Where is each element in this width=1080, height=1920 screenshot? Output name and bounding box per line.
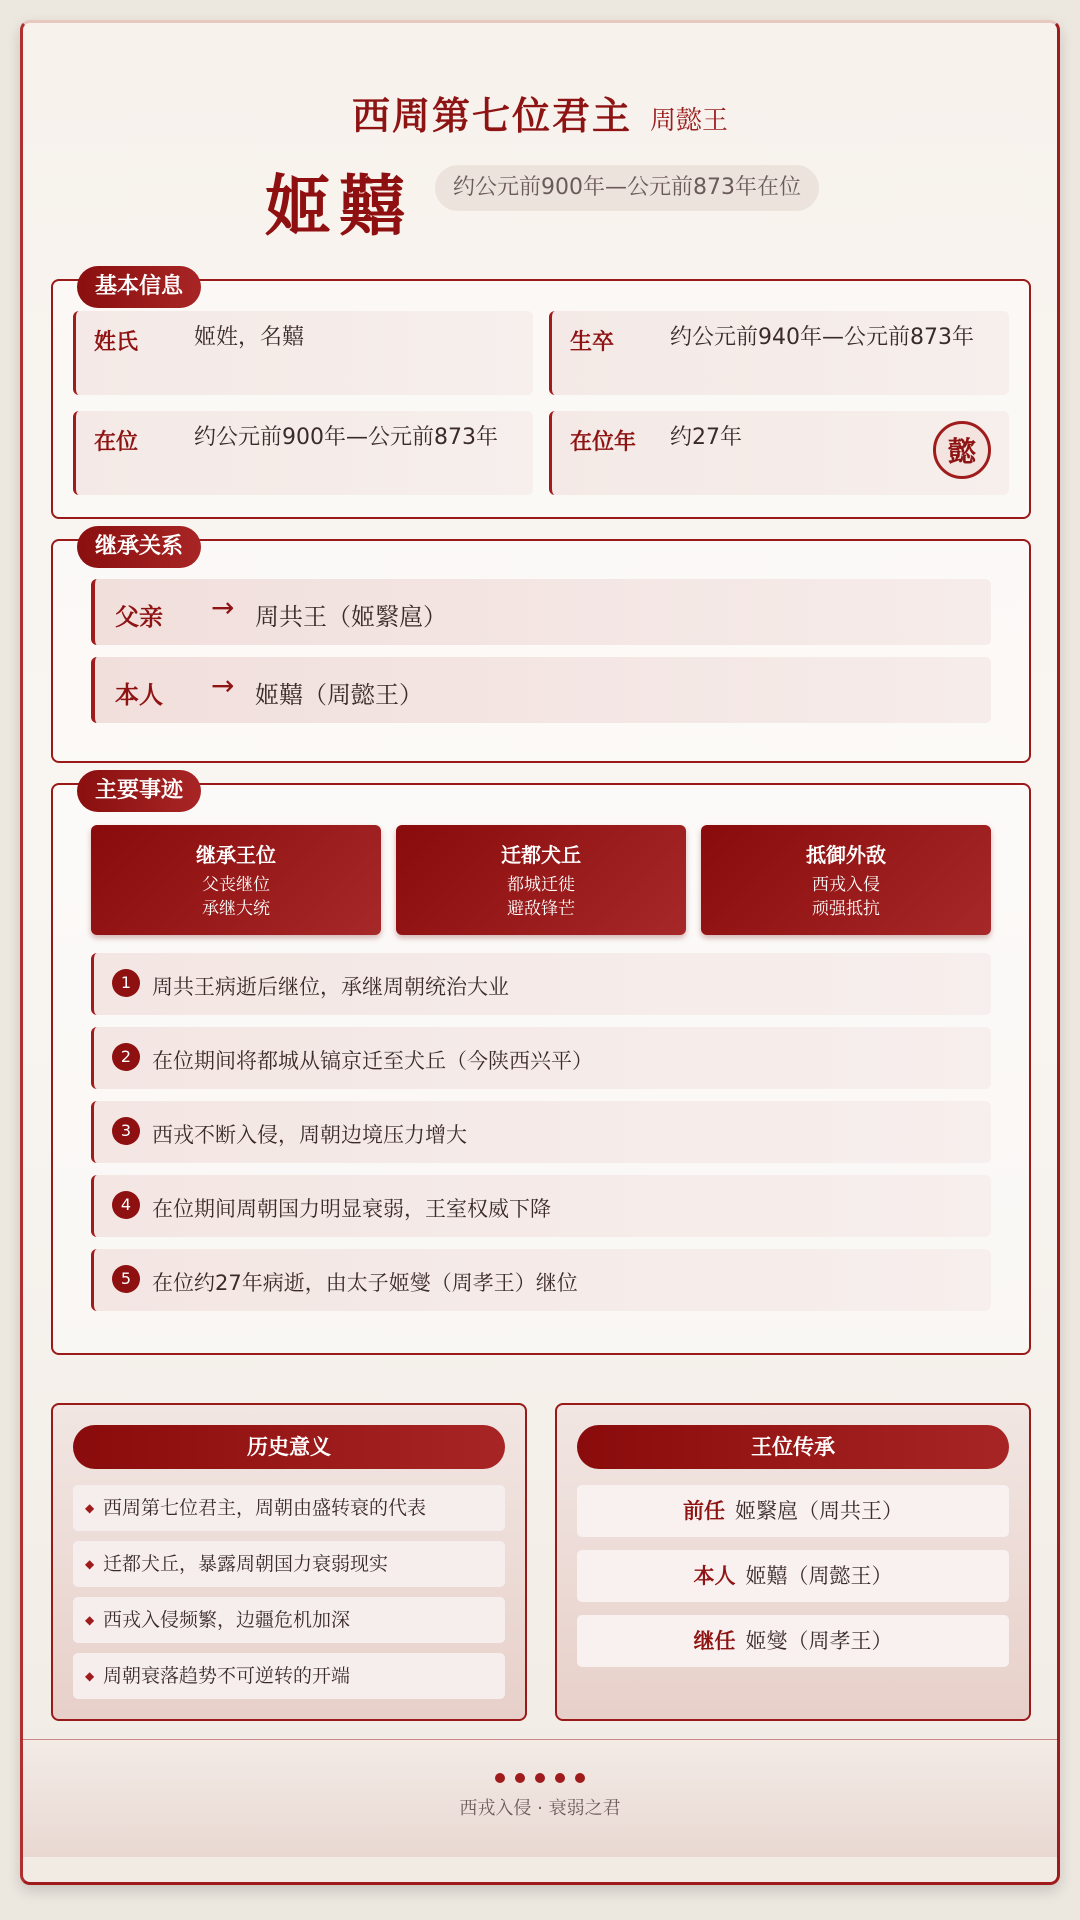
lineage-value: 姬繄扈（周共王） [735, 1499, 903, 1523]
succession-row-self [91, 657, 991, 723]
ruler-name: 姬囏 [265, 167, 413, 245]
arrow-right-icon: → [211, 591, 235, 624]
deed-card-title: 迁都犬丘 [501, 843, 581, 867]
event-number: 3 [112, 1117, 140, 1145]
lineage-panel [555, 1403, 1031, 1721]
lineage-value: 姬囏（周懿王） [745, 1564, 893, 1588]
significance-panel [51, 1403, 527, 1721]
lineage-value: 姬燮（周孝王） [745, 1629, 893, 1653]
lineage-key: 前任 [683, 1499, 725, 1523]
lineage-key: 继任 [693, 1629, 736, 1653]
deed-card-line: 顽强抵抗 [812, 898, 880, 919]
seal-icon: 懿 [933, 421, 991, 479]
succession-key: 本人 [115, 681, 163, 709]
event-item [91, 1175, 991, 1237]
footer-text: 西戎入侵 · 衰弱之君 [459, 1798, 621, 1819]
info-key: 在位年 [570, 430, 637, 455]
page-title: 西周第七位君主 [351, 94, 632, 138]
significance-text: 迁都犬丘，暴露周朝国力衰弱现实 [103, 1553, 389, 1575]
deed-card-title: 继承王位 [196, 843, 276, 867]
significance-item [73, 1485, 505, 1531]
info-key: 在位 [94, 430, 139, 455]
info-key: 生卒 [570, 330, 615, 355]
deed-card-line: 西戎入侵 [812, 875, 880, 895]
event-number: 1 [112, 969, 140, 997]
event-text: 周共王病逝后继位，承继周朝统治大业 [152, 975, 509, 999]
deeds-section [51, 778, 1031, 1355]
reign-badge: 约公元前900年—公元前873年在位 [435, 165, 819, 211]
event-text: 在位期间周朝国力明显衰弱，王室权威下降 [152, 1197, 551, 1221]
event-text: 在位期间将都城从镐京迁至犬丘（今陕西兴平） [152, 1049, 593, 1073]
significance-item [73, 1653, 505, 1699]
succession-label: 继承关系 [77, 526, 201, 568]
event-number: 2 [112, 1043, 140, 1071]
deed-card-line: 避敌锋芒 [507, 898, 575, 919]
event-item [91, 1101, 991, 1163]
info-cell-lifespan [549, 311, 1009, 395]
deed-card-line: 承继大统 [202, 898, 270, 919]
succession-value: 周共王（姬繄扈） [255, 603, 447, 631]
info-cell-reign-years [549, 411, 1009, 495]
main-card [20, 20, 1060, 1885]
event-item [91, 1249, 991, 1311]
page-title-suffix: 周懿王 [650, 106, 729, 136]
lineage-item [577, 1485, 1009, 1537]
info-cell-reign [73, 411, 533, 495]
significance-item [73, 1541, 505, 1587]
diamond-bullet-icon: ◆ [85, 1501, 95, 1515]
diamond-bullet-icon: ◆ [85, 1557, 95, 1571]
lineage-item [577, 1550, 1009, 1602]
event-text: 西戎不断入侵，周朝边境压力增大 [152, 1123, 467, 1147]
page-header [23, 85, 1057, 140]
info-value: 约公元前900年—公元前873年 [194, 425, 498, 450]
significance-text: 西戎入侵频繁，边疆危机加深 [103, 1609, 351, 1631]
event-item [91, 1027, 991, 1089]
event-number: 4 [112, 1191, 140, 1219]
deed-card-title: 抵御外敌 [806, 843, 886, 867]
deeds-label: 主要事迹 [77, 770, 201, 812]
dot-divider [23, 1768, 1057, 1787]
arrow-right-icon: → [211, 669, 235, 702]
info-value: 姬姓，名囏 [194, 325, 305, 350]
info-value: 约公元前940年—公元前873年 [670, 325, 974, 350]
significance-text: 周朝衰落趋势不可逆转的开端 [103, 1665, 351, 1687]
event-item [91, 953, 991, 1015]
significance-text: 西周第七位君主，周朝由盛转衰的代表 [103, 1497, 427, 1519]
basic-info-section [51, 274, 1031, 519]
deed-card-line: 父丧继位 [202, 875, 270, 895]
footer [23, 1739, 1057, 1857]
basic-info-label: 基本信息 [77, 266, 201, 308]
info-value: 约27年 [670, 425, 742, 450]
succession-row-father [91, 579, 991, 645]
deed-card [91, 825, 381, 935]
event-text: 在位约27年病逝，由太子姬燮（周孝王）继位 [152, 1271, 578, 1295]
lineage-key: 本人 [693, 1564, 736, 1588]
diamond-bullet-icon: ◆ [85, 1613, 95, 1627]
deed-card [701, 825, 991, 935]
diamond-bullet-icon: ◆ [85, 1669, 95, 1683]
info-key: 姓氏 [94, 330, 139, 355]
lineage-title: 王位传承 [577, 1425, 1009, 1469]
lineage-item [577, 1615, 1009, 1667]
succession-key: 父亲 [115, 603, 163, 631]
info-cell-surname [73, 311, 533, 395]
significance-title: 历史意义 [73, 1425, 505, 1469]
deed-card-line: 都城迁徙 [507, 875, 575, 895]
event-number: 5 [112, 1265, 140, 1293]
significance-item [73, 1597, 505, 1643]
succession-section [51, 534, 1031, 763]
deed-card [396, 825, 686, 935]
succession-value: 姬囏（周懿王） [255, 681, 423, 709]
